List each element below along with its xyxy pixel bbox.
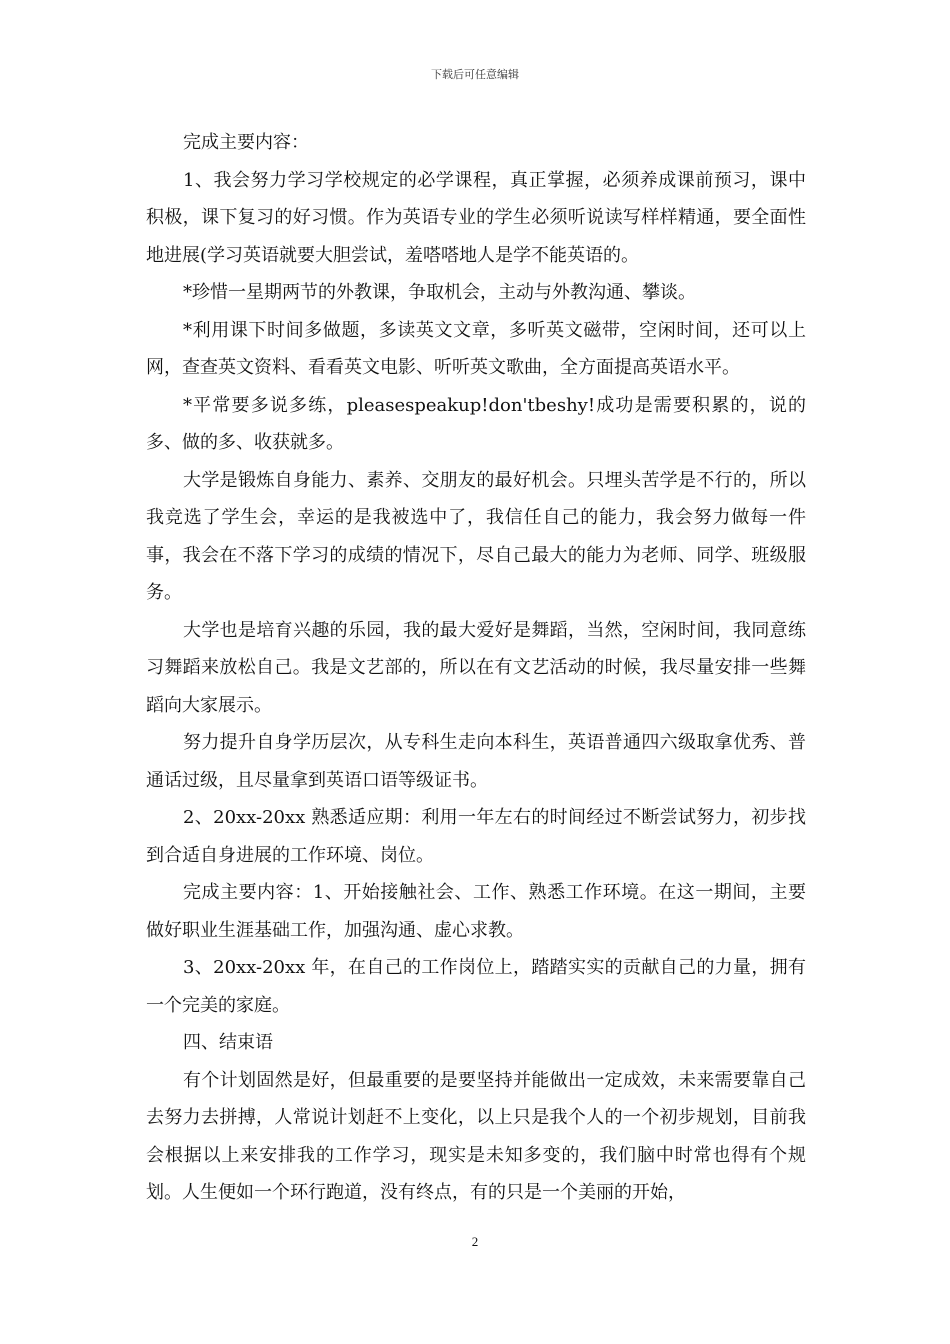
paragraph: 大学也是培育兴趣的乐园，我的最大爱好是舞蹈，当然，空闲时间，我同意练习舞蹈来放松自己。我是文艺部的，所以在有文艺活动的时候，我尽量安排一些舞蹈向大家展示。 [146,619,806,716]
paragraph: *平常要多说多练，pleasespeakup!don'tbeshy!成功是需要积累的，说的多、做的多、收获就多。 [146,394,806,453]
paragraph: 3、20xx-20xx 年，在自己的工作岗位上，踏踏实实的贡献自己的力量，拥有一个完美的家庭。 [146,957,806,1016]
paragraph: 完成主要内容：1、开始接触社会、工作、熟悉工作环境。在这一期间，主要做好职业生涯基础工作，加强沟通、虚心求教。 [146,882,806,941]
section-heading: 四、结束语 [183,1032,273,1053]
paragraph: 大学是锻炼自身能力、素养、交朋友的最好机会。只埋头苦学是不行的，所以我竞选了学生会，幸运的是我被选中了，我信任自己的能力，我会努力做每一件事，我会在不落下学习的成绩的情况下，尽自己最大的能力为老师、同学、班级服务。 [146,469,806,603]
paragraph: *珍惜一星期两节的外教课，争取机会，主动与外教沟通、攀谈。 [183,282,696,303]
paragraph: 2、20xx-20xx 熟悉适应期：利用一年左右的时间经过不断尝试努力，初步找到合适自身进展的工作环境、岗位。 [146,807,806,866]
paragraph: 1、我会努力学习学校规定的必学课程，真正掌握，必须养成课前预习，课中积极，课下复习的好习惯。作为英语专业的学生必须听说读写样样精通，要全面性地进展(学习英语就要大胆尝试，羞嗒嗒地人是学不能英语的。 [146,169,806,266]
page-header: 下载后可任意编辑 [431,68,519,81]
page-number: 2 [471,1234,479,1249]
paragraph: 努力提升自身学历层次，从专科生走向本科生，英语普通四六级取拿优秀、普通话过级，且尽量拿到英语口语等级证书。 [146,732,806,791]
paragraph: 完成主要内容： [183,132,309,153]
document-body [146,124,806,1212]
paragraph: *利用课下时间多做题，多读英文文章，多听英文磁带，空闲时间，还可以上网，查查英文资料、看看英文电影、听听英文歌曲，全方面提高英语水平。 [146,319,806,378]
paragraph: 有个计划固然是好，但最重要的是要坚持并能做出一定成效，未来需要靠自己去努力去拼搏，人常说计划赶不上变化，以上只是我个人的一个初步规划，目前我会根据以上来安排我的工作学习，现实是未知多变的，我们脑中时常也得有个规划。人生便如一个环行跑道，没有终点，有的只是一个美丽的开始， [146,1069,806,1203]
